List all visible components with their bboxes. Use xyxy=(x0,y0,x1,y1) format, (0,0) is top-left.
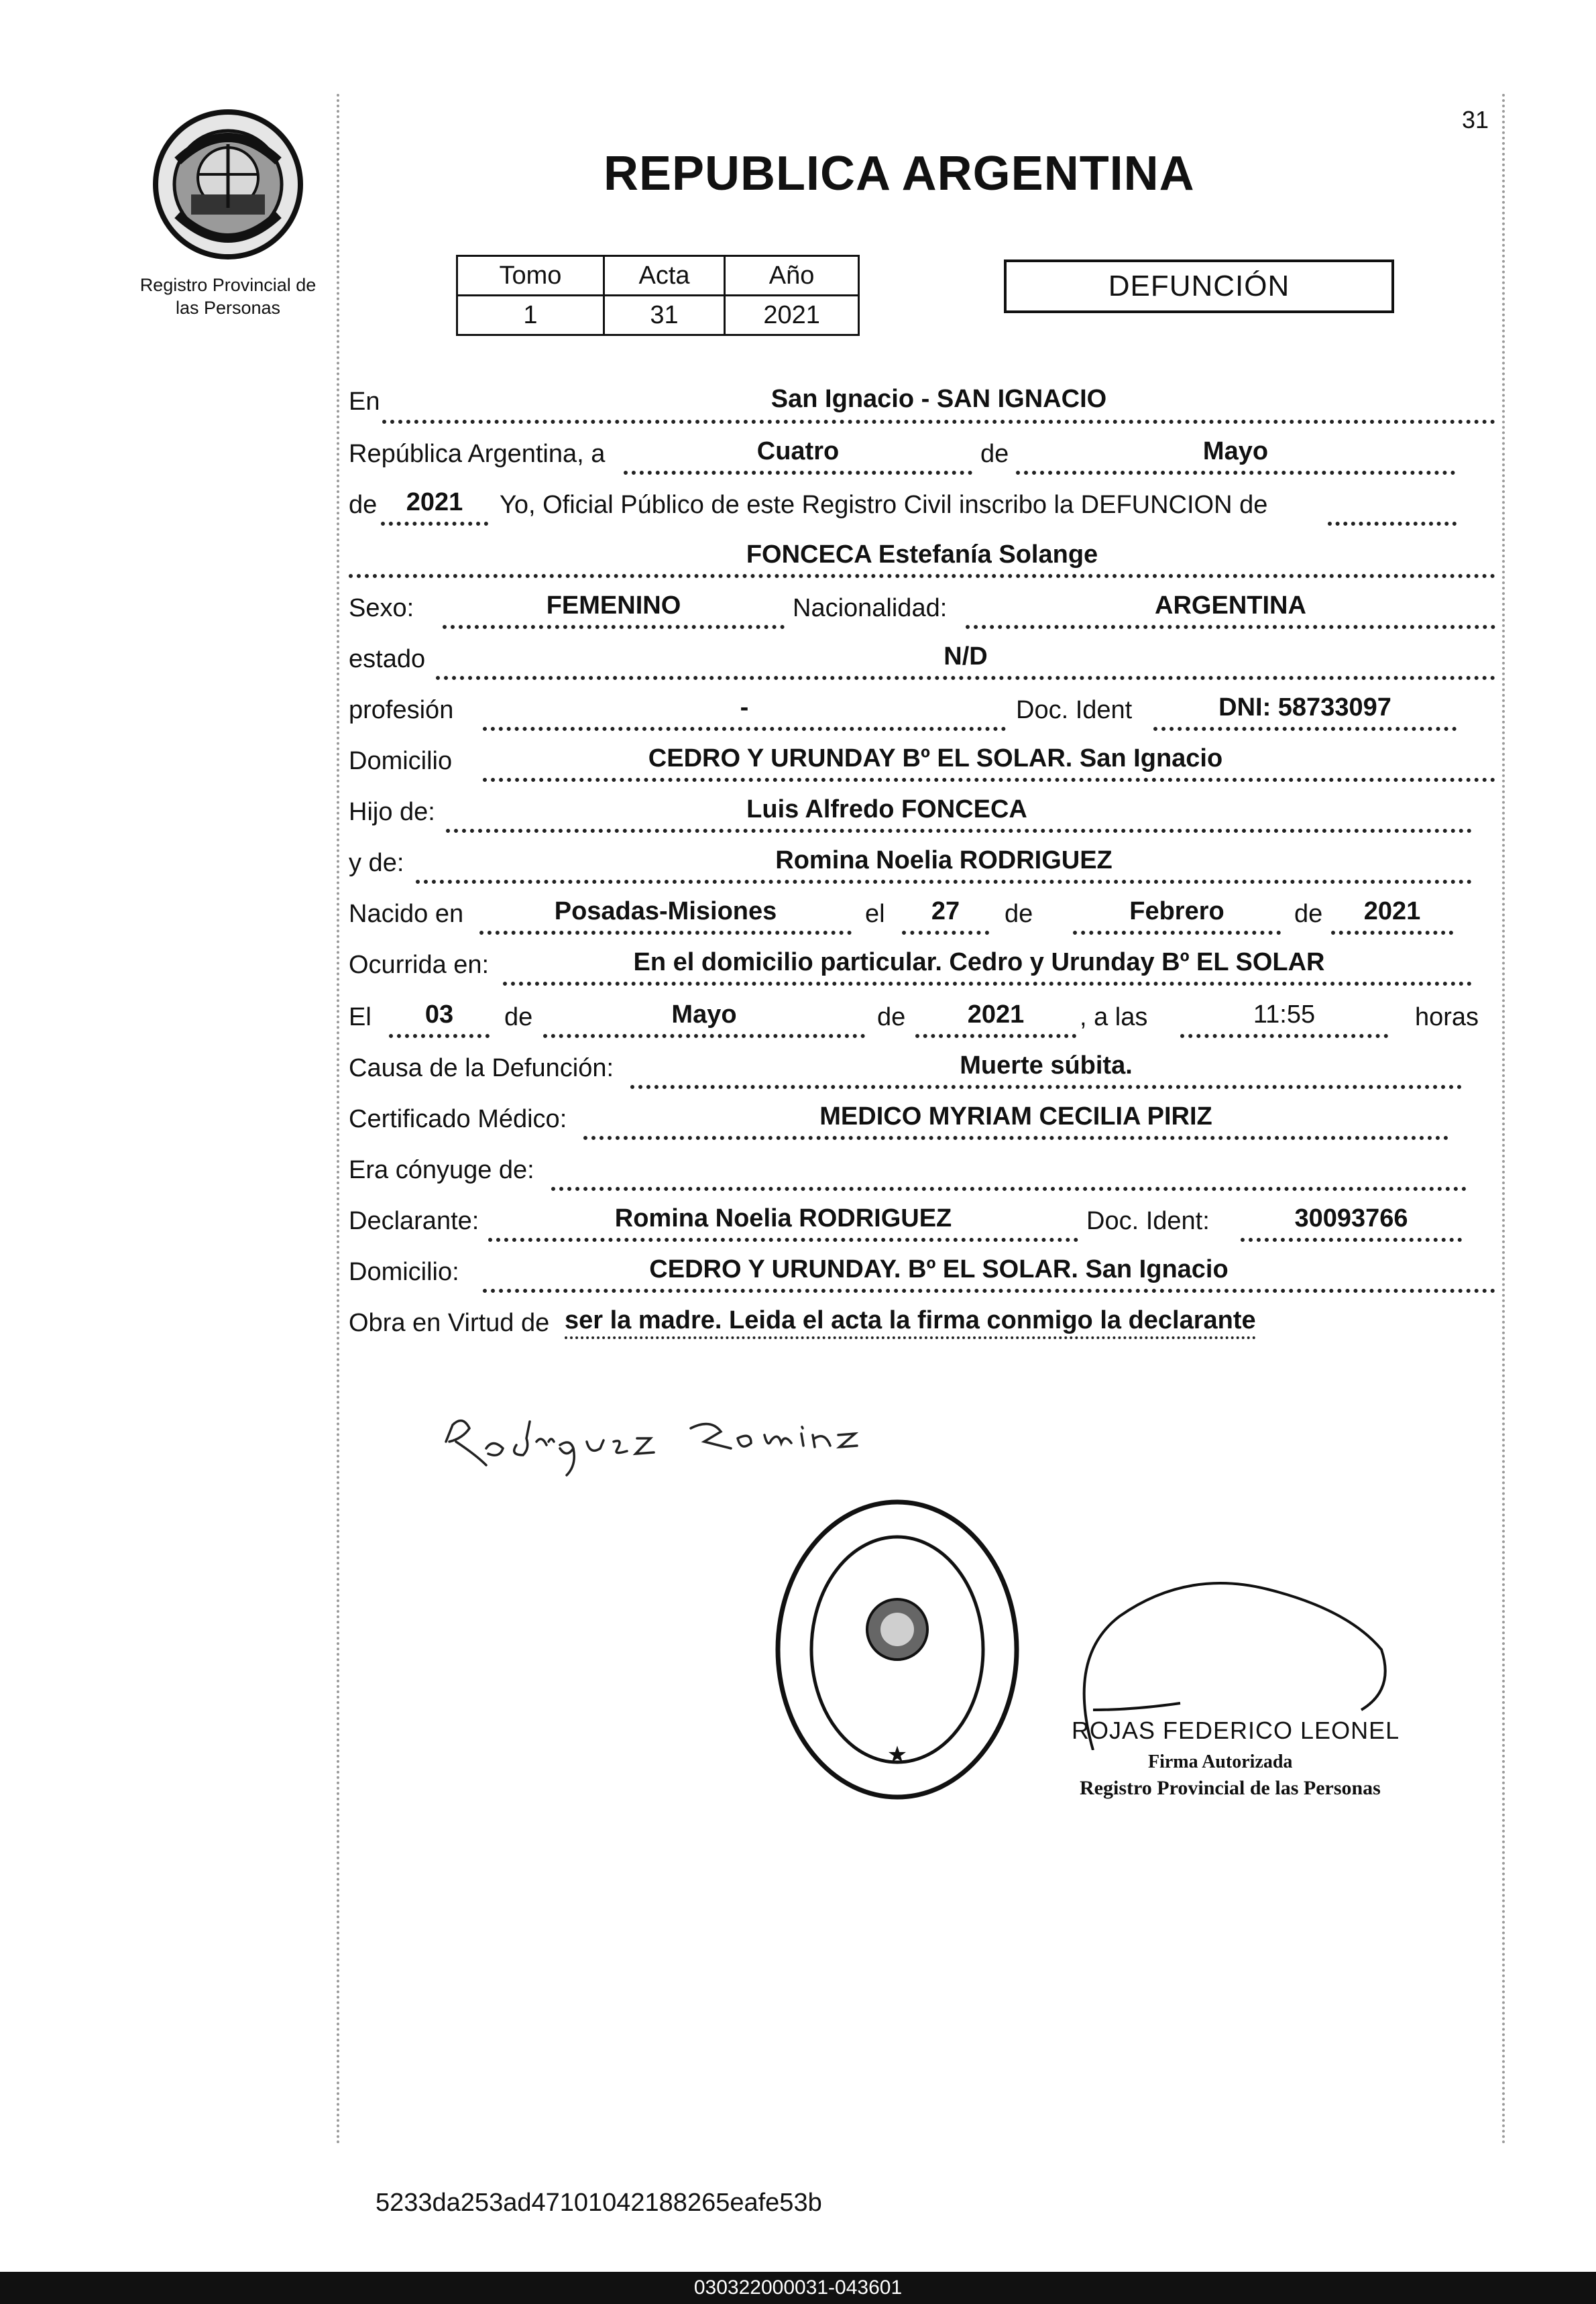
barcode-number: 030322000031-043601 xyxy=(693,2277,903,2299)
estado-rule xyxy=(436,676,1495,680)
doc-ident-rule xyxy=(1153,727,1457,731)
domicilio-label: Domicilio xyxy=(349,747,453,775)
svg-text:★: ★ xyxy=(887,1742,908,1768)
domicilio-rule xyxy=(483,778,1495,782)
death-year-value: 2021 xyxy=(967,1000,1025,1029)
tomo-value: 1 xyxy=(457,296,604,335)
declarante-value: Romina Noelia RODRIGUEZ xyxy=(614,1204,952,1232)
mother-value: Romina Noelia RODRIGUEZ xyxy=(775,846,1113,874)
place-value: San Ignacio - SAN IGNACIO xyxy=(771,385,1107,413)
decl-doc-rule xyxy=(1241,1238,1462,1242)
conyuge-rule xyxy=(551,1187,1467,1191)
sexo-label: Sexo: xyxy=(349,594,414,622)
decl-doc-value: 30093766 xyxy=(1294,1204,1408,1232)
sexo-rule xyxy=(443,625,785,629)
occurred-rule xyxy=(503,982,1472,986)
nacionalidad-label: Nacionalidad: xyxy=(793,594,948,622)
official-title: Firma Autorizada xyxy=(1148,1751,1293,1772)
official-registry: Registro Provincial de las Personas xyxy=(1080,1777,1381,1799)
causa-label: Causa de la Defunción: xyxy=(349,1054,614,1082)
document-type: DEFUNCIÓN xyxy=(1108,270,1290,302)
doc-ident-value: DNI: 58733097 xyxy=(1218,693,1391,722)
province-seal-logo xyxy=(151,107,305,262)
death-year-rule xyxy=(915,1034,1076,1038)
tomo-header: Tomo xyxy=(457,256,604,296)
alas-label: , a las xyxy=(1080,1003,1148,1031)
estado-label: estado xyxy=(349,645,426,673)
decl-domicilio-rule xyxy=(483,1289,1495,1293)
de-label-2: de xyxy=(349,491,378,519)
occurred-value: En el domicilio particular. Cedro y Urunday Bº EL SOLAR xyxy=(633,948,1325,976)
yde-label: y de: xyxy=(349,849,404,877)
certificado-label: Certificado Médico: xyxy=(349,1105,567,1133)
acta-header: Acta xyxy=(604,256,724,296)
father-value: Luis Alfredo FONCECA xyxy=(746,795,1027,823)
birth-day-rule xyxy=(902,931,989,935)
death-time-rule xyxy=(1180,1034,1388,1038)
obra-label: Obra en Virtud de xyxy=(349,1309,550,1337)
official-name: ROJAS FEDERICO LEONEL xyxy=(1072,1717,1400,1744)
birth-month-value: Febrero xyxy=(1129,897,1224,925)
page-number: 31 xyxy=(1462,106,1489,133)
anio-header: Año xyxy=(725,256,859,296)
registration-header-row xyxy=(457,256,859,296)
deceased-name-rule xyxy=(349,574,1495,578)
place-rule xyxy=(382,420,1495,424)
month-value: Mayo xyxy=(1202,437,1269,465)
registry-name-line1: Registro Provincial de xyxy=(139,275,317,295)
de-label-5: de xyxy=(504,1003,533,1031)
de-label-4: de xyxy=(1294,900,1323,928)
birth-day-value: 27 xyxy=(931,897,960,925)
en-label: En xyxy=(349,388,380,416)
page-title: REPUBLICA ARGENTINA xyxy=(604,147,1195,200)
causa-rule xyxy=(630,1085,1462,1089)
registry-stamp xyxy=(770,1495,1025,1804)
decl-domicilio-value: CEDRO Y URUNDAY. Bº EL SOLAR. San Ignacio xyxy=(649,1255,1229,1283)
de-label-6: de xyxy=(877,1003,906,1031)
profesion-label: profesión xyxy=(349,696,454,724)
de-label-3: de xyxy=(1005,900,1033,928)
year-rule xyxy=(381,522,488,526)
inscription-rule xyxy=(1328,522,1457,526)
death-day-rule xyxy=(389,1034,490,1038)
day-words-rule xyxy=(624,471,972,475)
acta-value: 31 xyxy=(604,296,724,335)
death-month-value: Mayo xyxy=(671,1000,737,1029)
certificado-rule xyxy=(583,1136,1448,1140)
left-margin-line xyxy=(337,94,339,2146)
republica-label: República Argentina, a xyxy=(349,440,606,468)
el-label: el xyxy=(865,900,885,928)
estado-value: N/D xyxy=(944,642,988,671)
document-hash: 5233da253ad47101042188265eafe53b xyxy=(376,2189,822,2217)
profesion-value: - xyxy=(740,693,749,722)
barcode-number-bar xyxy=(0,2272,1596,2304)
birth-year-rule xyxy=(1331,931,1453,935)
month-rule xyxy=(1016,471,1455,475)
inscription-text: Yo, Oficial Público de este Registro Civil inscribo la DEFUNCION de xyxy=(500,491,1268,519)
death-day-value: 03 xyxy=(424,1000,454,1029)
anio-value: 2021 xyxy=(725,296,859,335)
year-value: 2021 xyxy=(406,488,463,516)
declarante-label: Declarante: xyxy=(349,1207,479,1235)
ocurrida-label: Ocurrida en: xyxy=(349,951,490,979)
doc-ident-label: Doc. Ident xyxy=(1016,696,1133,724)
registry-name-line2: las Personas xyxy=(175,298,281,318)
deceased-name-value: FONCECA Estefanía Solange xyxy=(746,540,1098,569)
domicilio-value: CEDRO Y URUNDAY Bº EL SOLAR. San Ignacio xyxy=(648,744,1223,772)
el2-label: El xyxy=(349,1003,372,1031)
day-words-value: Cuatro xyxy=(756,437,840,465)
mother-rule xyxy=(416,880,1472,884)
nacido-label: Nacido en xyxy=(349,900,464,928)
declarant-handwritten-signature xyxy=(436,1401,905,1489)
death-time-value: 11:55 xyxy=(1253,1000,1316,1029)
nacionalidad-value: ARGENTINA xyxy=(1155,591,1306,620)
profesion-rule-line xyxy=(483,727,1006,731)
decl-doc-label: Doc. Ident: xyxy=(1086,1207,1210,1235)
causa-value: Muerte súbita. xyxy=(960,1051,1133,1080)
registration-value-row xyxy=(457,296,859,335)
registration-table xyxy=(456,255,860,336)
birth-place-value: Posadas-Misiones xyxy=(554,897,777,925)
birth-month-rule xyxy=(1073,931,1281,935)
obra-value: ser la madre. Leida el acta la firma conmigo la declarante xyxy=(565,1306,1256,1339)
conyuge-label: Era cónyuge de: xyxy=(349,1156,534,1184)
birth-year-value: 2021 xyxy=(1363,897,1421,925)
de-label-1: de xyxy=(980,440,1009,468)
certificado-value: MEDICO MYRIAM CECILIA PIRIZ xyxy=(819,1102,1212,1131)
birth-place-rule xyxy=(479,931,852,935)
horas-label: horas xyxy=(1415,1003,1479,1031)
decl-domicilio-label: Domicilio: xyxy=(349,1258,459,1286)
document-type-box xyxy=(1004,260,1394,313)
death-month-rule xyxy=(543,1034,865,1038)
declarante-rule xyxy=(488,1238,1078,1242)
hijo-label: Hijo de: xyxy=(349,798,435,826)
sexo-value: FEMENINO xyxy=(546,591,681,620)
father-rule xyxy=(446,829,1472,833)
nacionalidad-rule xyxy=(966,625,1495,629)
right-margin-line xyxy=(1502,94,1505,2146)
